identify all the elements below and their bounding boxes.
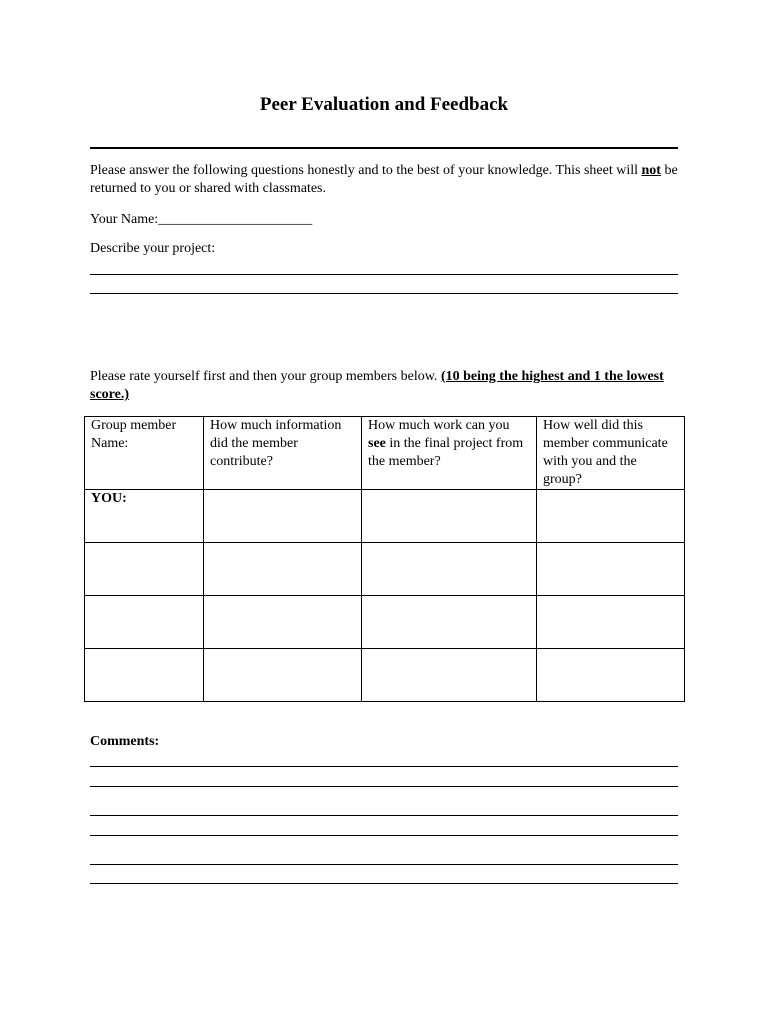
comment-line-3[interactable] [90,815,678,816]
row-you-label: YOU: [85,490,204,543]
title-divider [90,147,678,149]
header-work-text-end: in the final project from the member? [368,436,524,469]
rating-scale-note: (10 being the highest and 1 the lowest score.) [90,369,664,402]
intro-text-start: Please answer the following questions honestly and to the best of your knowledge. This sheet will [90,163,642,178]
rating-table [84,416,685,702]
comment-line-1[interactable] [90,766,678,767]
intro-paragraph [90,162,678,198]
header-work-visible [362,417,537,490]
member-name-cell[interactable] [85,543,204,596]
page-title: Peer Evaluation and Feedback [259,94,509,115]
describe-answer-line-2[interactable] [90,293,678,294]
rating-instructions [90,368,678,404]
rating-cell[interactable] [362,490,537,543]
your-name-field[interactable]: Your Name:______________________ [90,212,313,227]
rating-cell[interactable] [537,490,685,543]
comment-line-6[interactable] [90,883,678,884]
header-work-text-start: How much work can you [368,418,510,433]
rating-cell[interactable] [204,596,362,649]
header-work-emphasis: see [368,436,386,451]
rating-instructions-text: Please rate yourself first and then your group members below. [90,369,441,384]
rating-cell[interactable] [204,490,362,543]
comment-line-5[interactable] [90,864,678,865]
table-row [85,543,685,596]
rating-cell[interactable] [204,649,362,702]
table-header-row [85,417,685,490]
comment-line-2[interactable] [90,786,678,787]
header-information-contributed: How much information did the member contribute? [204,417,362,490]
header-communication: How well did this member communicate with you and the group? [537,417,685,490]
comment-line-4[interactable] [90,835,678,836]
rating-cell[interactable] [204,543,362,596]
rating-cell[interactable] [362,649,537,702]
member-name-cell[interactable] [85,649,204,702]
rating-cell[interactable] [362,596,537,649]
intro-text-end: be returned to you or shared with classmates. [90,163,678,196]
header-group-member-name: Group member Name: [85,417,204,490]
table-row [85,490,685,543]
rating-cell[interactable] [537,596,685,649]
describe-project-label: Describe your project: [90,241,216,256]
table-row [85,596,685,649]
rating-cell[interactable] [537,543,685,596]
comments-label: Comments: [90,734,160,749]
member-name-cell[interactable] [85,596,204,649]
describe-answer-line-1[interactable] [90,274,678,275]
rating-cell[interactable] [362,543,537,596]
table-row [85,649,685,702]
rating-cell[interactable] [537,649,685,702]
intro-emphasis: not [641,163,661,178]
